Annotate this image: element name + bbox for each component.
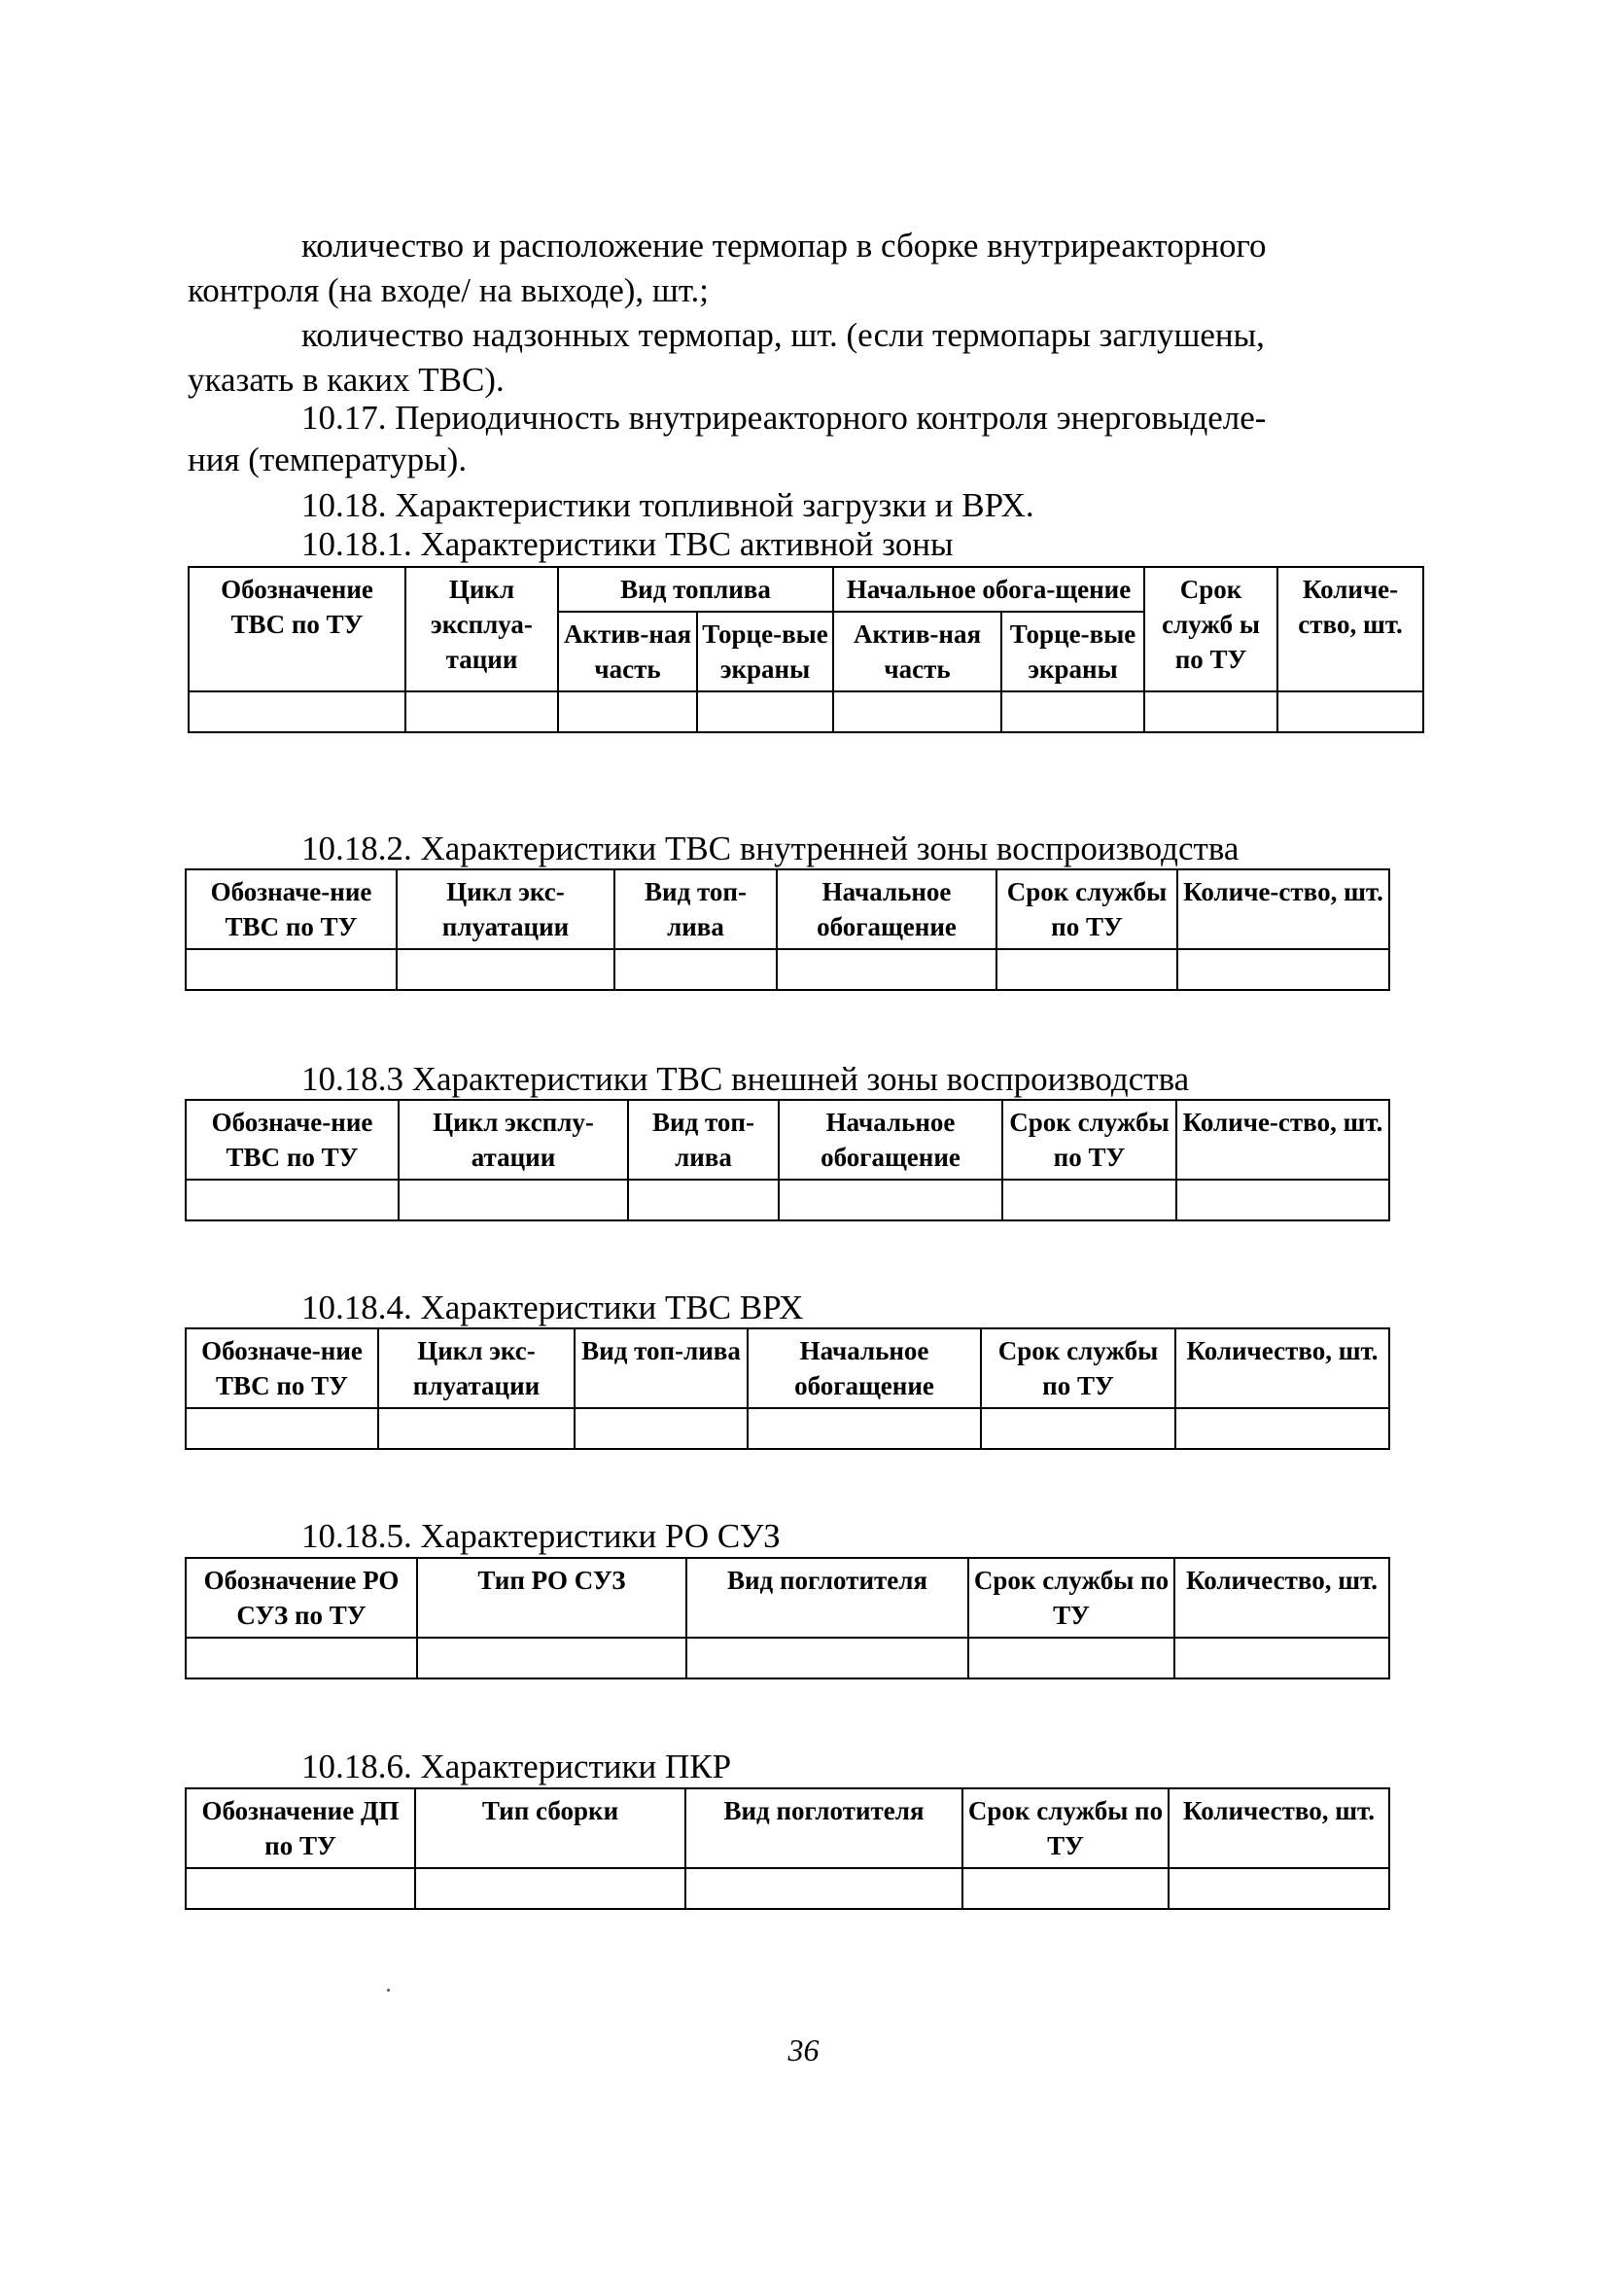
table-cell (748, 1408, 981, 1449)
table-caption: 10.18.5. Характеристики РО СУЗ (301, 1517, 781, 1555)
paragraph-line: количество надзонных термопар, шт. (если термопары заглушены, (301, 316, 1265, 354)
header-quantity: Количе-ство, шт. (1176, 1100, 1389, 1180)
table-cell (1177, 949, 1389, 990)
table-row (186, 1868, 1389, 1909)
header-quantity: Количество, шт. (1174, 1558, 1389, 1638)
table-cell (186, 1180, 399, 1220)
table-outer-breeding-zone (185, 1099, 1390, 1221)
table-cell (779, 1180, 1002, 1220)
table-cell (1169, 1868, 1389, 1909)
paragraph-line: контроля (на входе/ на выходе), шт.; (188, 271, 710, 309)
header-type: Тип сборки (415, 1788, 685, 1868)
table-cell (996, 949, 1177, 990)
header-enrichment: Начальное обогащение (777, 869, 996, 949)
page-number: 36 (787, 2032, 820, 2067)
header-service-life: Срок служб ы по ТУ (1144, 567, 1277, 691)
paragraph-line: ния (температуры). (188, 441, 468, 478)
header-enrichment: Начальное обога-щение (833, 567, 1144, 612)
header-fuel: Вид топ-лива (614, 869, 777, 949)
header-fuel: Вид топлива (558, 567, 833, 612)
header-designation: Обозначе-ние ТВС по ТУ (186, 1328, 378, 1408)
header-cycle: Цикл эксплуа-тации (405, 567, 558, 691)
table-active-zone (188, 566, 1424, 733)
header-designation: Обозначение ДП по ТУ (186, 1788, 415, 1868)
table-cell (189, 691, 405, 732)
paragraph-line: 10.17. Периодичность внутриреакторного контроля энерговыделе- (301, 399, 1267, 437)
table-inner-breeding-zone (185, 868, 1390, 991)
table-cell (186, 1408, 378, 1449)
header-service-life: Срок службы по ТУ (962, 1788, 1169, 1868)
subheader-end-screens: Торце-вые экраны (697, 612, 833, 691)
header-cycle: Цикл экс-плуатации (397, 869, 614, 949)
header-absorber: Вид поглотителя (685, 1788, 962, 1868)
header-designation: Обозначе-ние ТВС по ТУ (186, 1100, 399, 1180)
table-row (186, 1408, 1389, 1449)
table-cell (397, 949, 614, 990)
header-designation: Обозначение РО СУЗ по ТУ (186, 1558, 417, 1638)
table-cell (186, 1868, 415, 1909)
table-cell (614, 949, 777, 990)
table-cell (833, 691, 1001, 732)
table-caption: 10.18.6. Характеристики ПКР (301, 1748, 732, 1785)
table-cell (405, 691, 558, 732)
table-cell (1144, 691, 1277, 732)
header-service-life: Срок службы по ТУ (996, 869, 1177, 949)
header-enrichment: Начальное обогащение (779, 1100, 1002, 1180)
table-vrkh (185, 1327, 1390, 1450)
header-fuel: Вид топ-лива (575, 1328, 748, 1408)
table-cell (575, 1408, 748, 1449)
table-cell (968, 1638, 1174, 1678)
table-cell (1176, 1180, 1389, 1220)
table-cell (685, 1868, 962, 1909)
header-service-life: Срок службы по ТУ (968, 1558, 1174, 1638)
table-row (189, 691, 1423, 732)
table-cell (1001, 691, 1144, 732)
table-cell (962, 1868, 1169, 1909)
subheader-active-part: Актив-ная часть (558, 612, 697, 691)
table-caption: 10.18.4. Характеристики ТВС ВРХ (301, 1289, 804, 1326)
paragraph-line: указать в каких ТВС). (188, 361, 505, 399)
header-cycle: Цикл эксплу-атации (399, 1100, 628, 1180)
table-cell (186, 1638, 417, 1678)
table-cell (186, 949, 397, 990)
table-cell (558, 691, 697, 732)
subheader-active-part: Актив-ная часть (833, 612, 1001, 691)
table-caption: 10.18.3 Характеристики ТВС внешней зоны воспроизводства (301, 1060, 1190, 1098)
table-row (186, 949, 1389, 990)
table-cell (417, 1638, 686, 1678)
table-row (186, 1638, 1389, 1678)
header-quantity: Количе-ство, шт. (1277, 567, 1423, 691)
header-quantity: Количе-ство, шт. (1177, 869, 1389, 949)
header-service-life: Срок службы по ТУ (1002, 1100, 1176, 1180)
header-quantity: Количество, шт. (1175, 1328, 1389, 1408)
header-absorber: Вид поглотителя (686, 1558, 968, 1638)
table-pkr (185, 1787, 1390, 1910)
header-fuel: Вид топ-лива (628, 1100, 779, 1180)
table-cell (378, 1408, 575, 1449)
table-cell (777, 949, 996, 990)
table-cell (1175, 1408, 1389, 1449)
header-enrichment: Начальное обогащение (748, 1328, 981, 1408)
table-cell (1002, 1180, 1176, 1220)
header-cycle: Цикл экс-плуатации (378, 1328, 575, 1408)
table-caption: 10.18.1. Характеристики ТВС активной зоны (301, 525, 954, 563)
header-designation: Обозначение ТВС по ТУ (189, 567, 405, 691)
scan-speck (387, 1989, 390, 1992)
table-cell (399, 1180, 628, 1220)
table-cell (981, 1408, 1175, 1449)
table-cell (686, 1638, 968, 1678)
table-row (186, 1180, 1389, 1220)
table-cell (1277, 691, 1423, 732)
subheader-end-screens: Торце-вые экраны (1001, 612, 1144, 691)
header-quantity: Количество, шт. (1169, 1788, 1389, 1868)
section-heading: 10.18. Характеристики топливной загрузки и ВРХ. (301, 486, 1034, 524)
table-cell (415, 1868, 685, 1909)
table-cell (628, 1180, 779, 1220)
table-cell (697, 691, 833, 732)
header-designation: Обозначе-ние ТВС по ТУ (186, 869, 397, 949)
table-ro-suz (185, 1557, 1390, 1679)
table-caption: 10.18.2. Характеристики ТВС внутренней зоны воспроизводства (301, 830, 1240, 867)
paragraph-line: количество и расположение термопар в сборке внутриреакторного (301, 227, 1267, 265)
table-cell (1174, 1638, 1389, 1678)
header-type: Тип РО СУЗ (417, 1558, 686, 1638)
header-service-life: Срок службы по ТУ (981, 1328, 1175, 1408)
